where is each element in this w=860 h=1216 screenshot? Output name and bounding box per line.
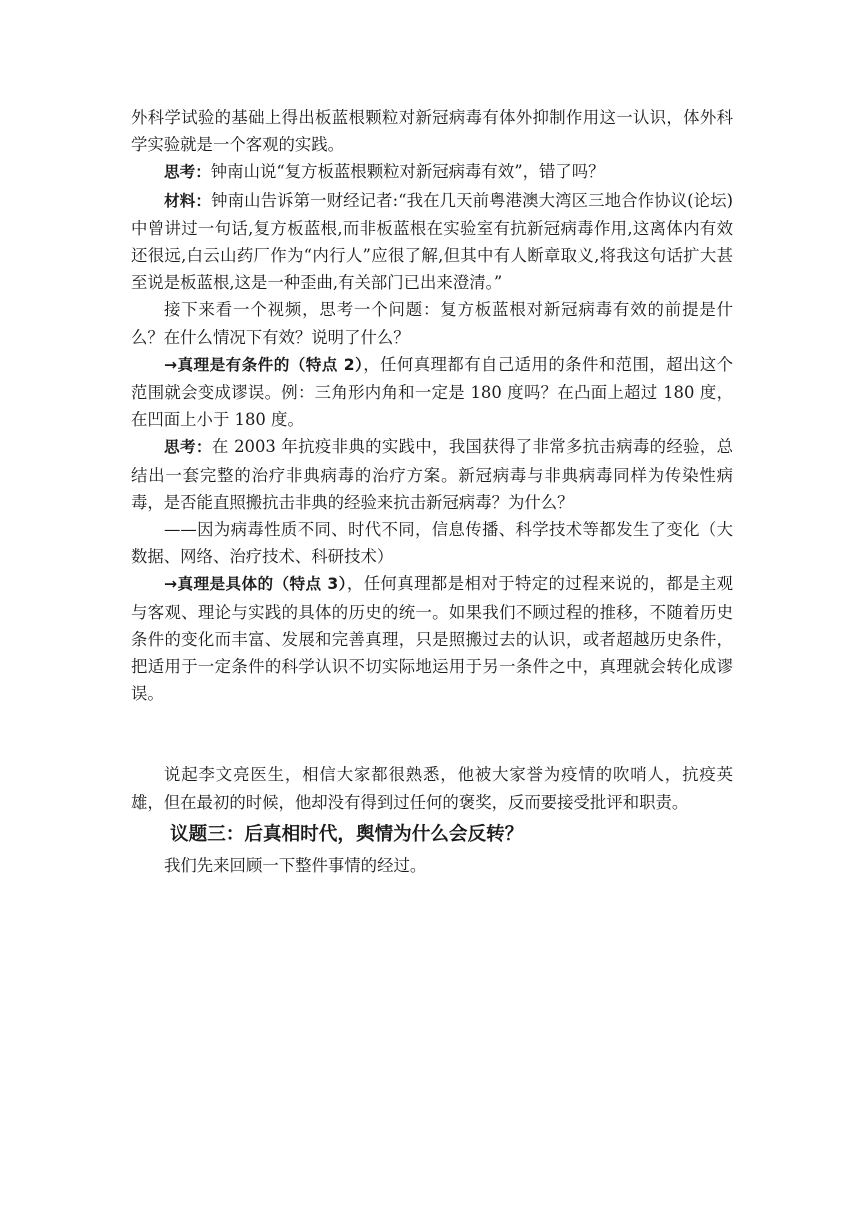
paragraph-li-wenliang: 说起李文亮医生，相信大家都很熟悉，他被大家誉为疫情的吹哨人，抗疫英雄，但在最初的时候，他却没有得到过任何的褒奖，反而要接受批评和职责。: [131, 765, 733, 812]
label-material: 材料：: [164, 191, 212, 210]
spacer: [131, 707, 733, 734]
paragraph-text: 在 2003 年抗疫非典的实践中，我国获得了非常多抗击病毒的经验，总结出一套完整的治疗非典病毒的治疗方案。新冠病毒与非典病毒同样为传染性病毒，是否能直照搬抗击非典的经验来抗击新冠病毒？为什么？: [131, 437, 733, 512]
label-truth-conditional: →真理是有条件的（特点 2）: [164, 355, 364, 374]
paragraph-truth-conditional: [131, 351, 733, 434]
paragraph-video: 接下来看一个视频，思考一个问题：复方板蓝根对新冠病毒有效的前提是什么？在什么情况下有效？说明了什么？: [131, 300, 733, 347]
paragraph-experiment: 外科学试验的基础上得出板蓝根颗粒对新冠病毒有体外抑制作用这一认识，体外科学实验就是一个客观的实践。: [131, 108, 733, 155]
paragraph-answer: ——因为病毒性质不同、时代不同，信息传播、科学技术等都发生了变化（大数据、网络、治疗技术、科研技术）: [131, 520, 733, 567]
paragraph-text: 钟南山告诉第一财经记者:“我在几天前粤港澳大湾区三地合作协议(论坛)中曾讲过一句话,复方板蓝根,而非板蓝根在实验室有抗新冠病毒作用,这离体内有效还很远,白云山药厂作为“内行人”应很了解,但其中有人断章取义,将我这句话扩大甚至说是板蓝根,这是一种歪曲,有关部门已出来澄清。”: [131, 190, 733, 293]
label-think: 思考：: [164, 438, 212, 457]
section-heading: 议题三：后真相时代，舆情为什么会反转？: [170, 823, 524, 845]
paragraph-text: ，任何真理都是相对于特定的过程来说的，都是主观与客观、理论与实践的具体的历史的统一。如果我们不顾过程的推移，不随着历史条件的变化而丰富、发展和完善真理，只是照搬过去的认识，或者超越历史条件，把适用于一定条件的科学认识不切实际地运用于另一条件之中，真理就会转化成谬误。: [131, 574, 734, 704]
label-think: 思考：: [164, 163, 211, 182]
paragraph-material: [131, 187, 733, 297]
paragraph-think-2: [131, 433, 733, 516]
paragraph-truth-concrete: [131, 570, 733, 707]
paragraph-text: 钟南山说“复方板蓝根颗粒对新冠病毒有效”，错了吗？: [210, 162, 605, 182]
paragraph-think-1: [131, 158, 733, 186]
label-truth-concrete: →真理是具体的（特点 3）: [164, 575, 347, 594]
document-body: [131, 104, 733, 879]
spacer: [131, 734, 733, 761]
paragraph-review: 我们先来回顾一下整件事情的经过。: [164, 855, 427, 875]
paragraph-text: ，任何真理都有自己适用的条件和范围，超出这个范围就会变成谬误。例：三角形内角和一定是 180 度吗？在凸面上超过 180 度，在凹面上小于 180 度。: [131, 354, 734, 430]
